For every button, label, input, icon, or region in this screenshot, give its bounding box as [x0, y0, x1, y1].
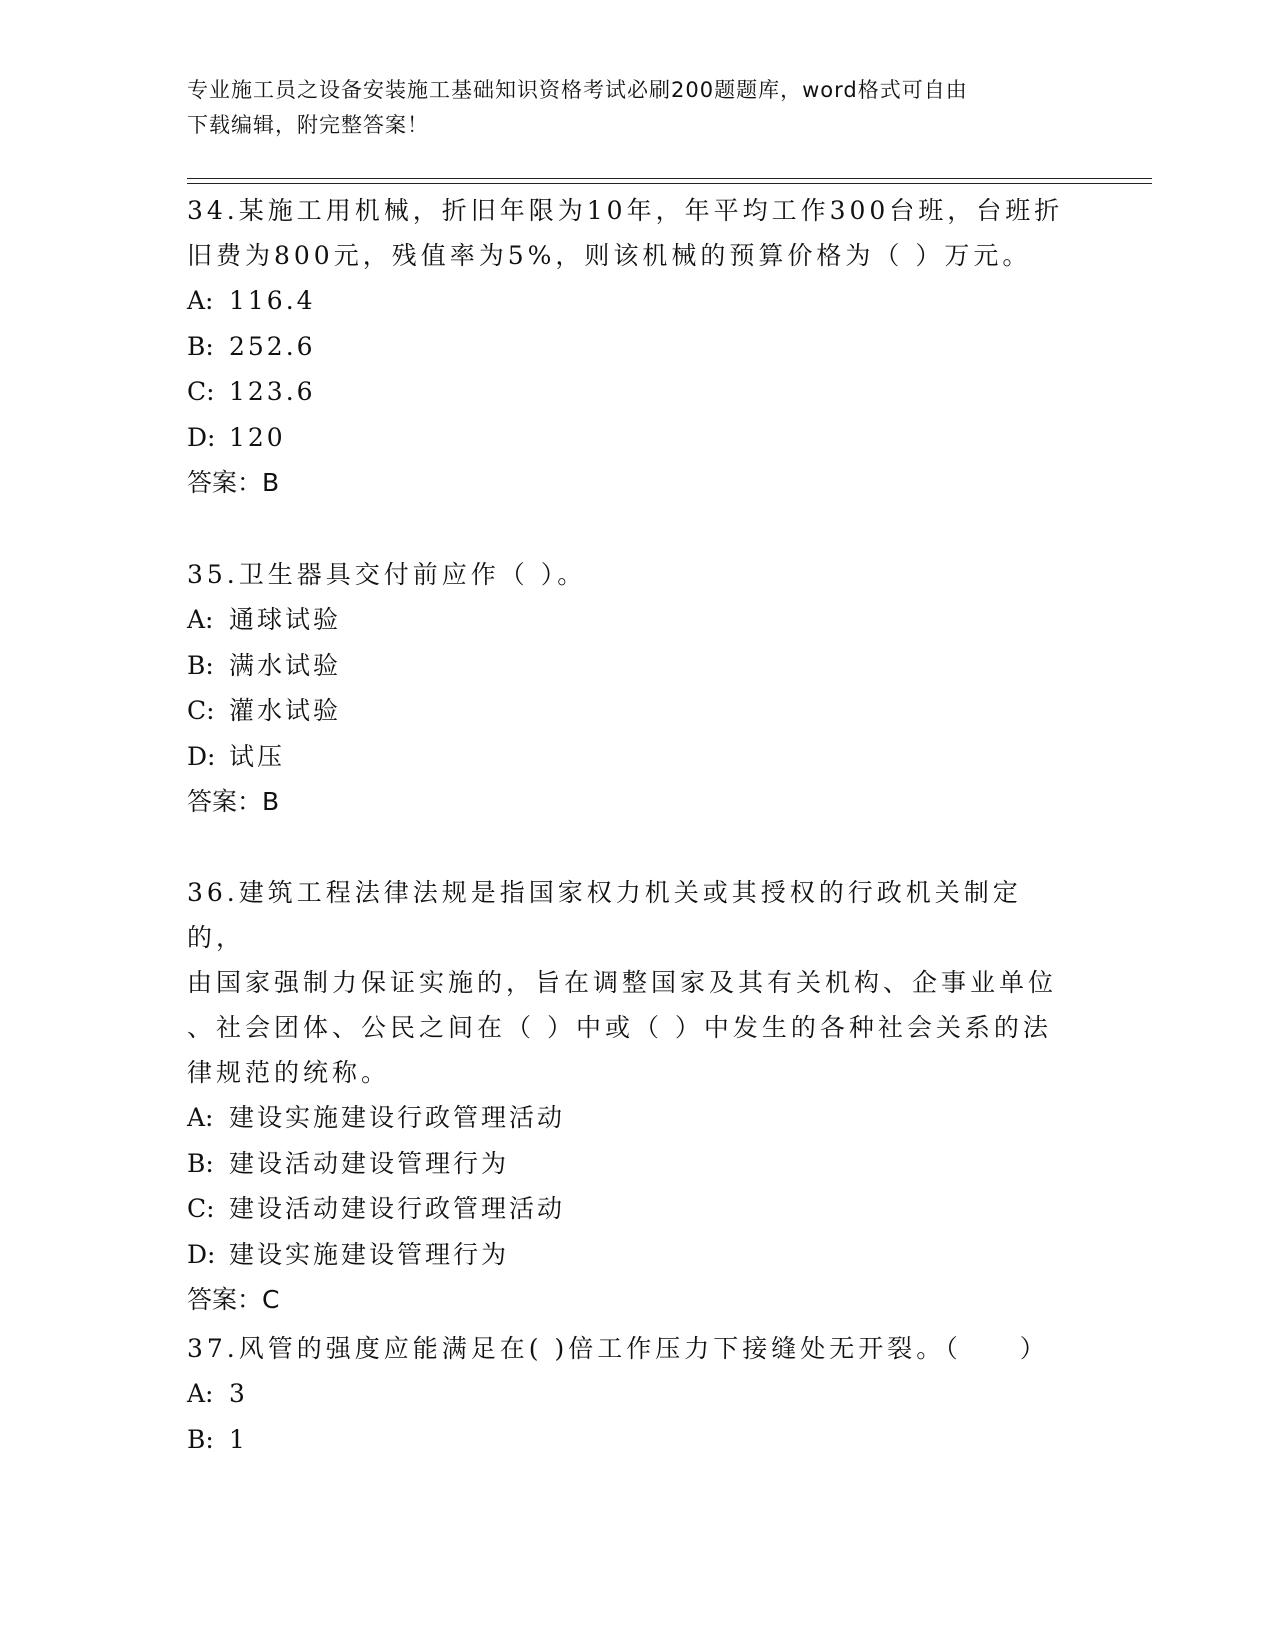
question-stem-line: 、社会团体、公民之间在（ ）中或（ ）中发生的各种社会关系的法 [187, 1013, 1052, 1042]
option-b [187, 1417, 1067, 1463]
question-stem-line: 37.风管的强度应能满足在( )倍工作压力下接缝处无开裂。（ ） [187, 1334, 1049, 1363]
header-divider-bottom [187, 183, 1152, 184]
question-34 [187, 188, 1067, 505]
option-label: A: [187, 1103, 214, 1132]
option-label: B: [187, 650, 214, 680]
option-label: B: [187, 1148, 214, 1178]
option-label: B: [187, 331, 214, 361]
question-stem-line: 律规范的统称。 [187, 1058, 391, 1087]
option-label: C: [187, 1194, 215, 1223]
option-d [187, 415, 1067, 461]
option-label: D: [187, 741, 216, 771]
option-label: A: [187, 286, 214, 315]
option-label: A: [187, 1379, 214, 1408]
option-text: 建设实施建设行政管理活动 [229, 1103, 566, 1132]
header-line-2: 下载编辑，附完整答案！ [187, 113, 429, 137]
option-c [187, 369, 1067, 415]
question-37 [187, 1326, 1067, 1462]
option-b [187, 643, 1067, 689]
option-text: 123.6 [229, 377, 316, 406]
option-b [187, 1141, 1067, 1187]
option-b [187, 324, 1067, 370]
answer: 答案：B [187, 468, 280, 497]
option-label: D: [187, 422, 216, 452]
option-text: 灌水试验 [229, 696, 342, 725]
question-stem-line: 34.某施工用机械，折旧年限为10年，年平均工作300台班，台班折 [187, 196, 1064, 225]
option-a [187, 597, 1067, 643]
option-text: 1 [229, 1424, 248, 1454]
option-label: B: [187, 1424, 214, 1454]
option-text: 120 [229, 422, 286, 452]
question-stem-line: 由国家强制力保证实施的，旨在调整国家及其有关机构、企事业单位 [187, 968, 1058, 997]
document-header [187, 73, 1067, 143]
answer: 答案：B [187, 787, 280, 816]
option-c [187, 688, 1067, 734]
option-label: C: [187, 696, 215, 725]
option-text: 建设活动建设行政管理活动 [229, 1194, 566, 1223]
question-stem-line: 36.建筑工程法律法规是指国家权力机关或其授权的行政机关制定的， [187, 878, 1022, 952]
option-text: 建设活动建设管理行为 [229, 1148, 510, 1178]
question-stem-line: 35.卫生器具交付前应作（ ）。 [187, 560, 587, 589]
option-d [187, 734, 1067, 780]
answer: 答案：C [187, 1285, 280, 1314]
question-35 [187, 552, 1067, 824]
question-stem-line: 旧费为800元，残值率为5%，则该机械的预算价格为（ ）万元。 [187, 241, 1032, 270]
option-text: 建设实施建设管理行为 [229, 1239, 510, 1269]
option-d [187, 1232, 1067, 1278]
option-text: 通球试验 [229, 605, 342, 634]
option-label: A: [187, 605, 214, 634]
option-label: D: [187, 1239, 216, 1269]
option-a [187, 278, 1067, 324]
option-text: 3 [229, 1379, 248, 1408]
option-a [187, 1371, 1067, 1417]
question-36 [187, 870, 1067, 1322]
header-line-1: 专业施工员之设备安装施工基础知识资格考试必刷200题题库，word格式可自由 [187, 78, 968, 102]
option-c [187, 1186, 1067, 1232]
option-text: 满水试验 [229, 650, 342, 680]
option-text: 116.4 [229, 286, 316, 315]
header-divider-top [187, 178, 1152, 179]
option-a [187, 1095, 1067, 1141]
option-text: 252.6 [229, 331, 316, 361]
option-label: C: [187, 377, 215, 406]
option-text: 试压 [229, 741, 286, 771]
